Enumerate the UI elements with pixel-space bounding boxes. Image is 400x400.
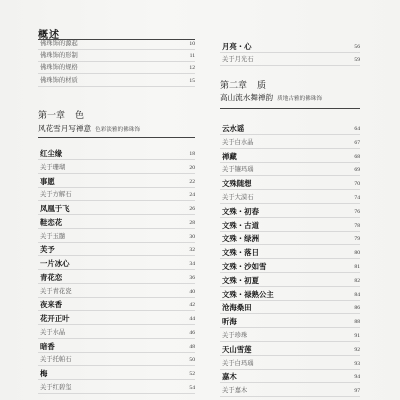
toc-entry[interactable]	[212, 192, 360, 204]
toc-entry-rule	[220, 313, 360, 314]
toc-entry[interactable]	[212, 247, 360, 259]
toc-entry-title: 花开正叶	[40, 314, 70, 323]
toc-entry-page: 84	[354, 291, 360, 298]
chapter2-rule	[220, 108, 360, 109]
toc-entry-page: 11	[189, 53, 195, 60]
toc-entry-title: 事愿	[40, 176, 55, 186]
toc-entry[interactable]	[212, 164, 360, 176]
toc-entry-page: 22	[189, 178, 195, 185]
toc-entry-title: 文殊・古道	[222, 220, 259, 230]
toc-entry-title: 禅藏	[222, 151, 237, 161]
toc-entry-rule	[220, 355, 360, 356]
toc-entry-title: 佛珠饰的源起	[40, 40, 78, 47]
toc-entry[interactable]	[212, 41, 360, 53]
toc-entry-page: 50	[189, 357, 195, 364]
toc-entry-page: 80	[354, 250, 360, 257]
chapter2-name: 质	[257, 81, 267, 91]
toc-entry-title: 关于青花瓷	[40, 287, 72, 295]
chapter1-rule	[38, 137, 195, 138]
toc-entry-title: 关于玉髓	[40, 232, 66, 240]
toc-entry-title: 关于珊瑚	[40, 163, 66, 171]
toc-entry-title: 关于白水晶	[222, 138, 254, 146]
chapter2-note: 质地古雅的佛珠饰	[277, 96, 322, 102]
toc-entry-rule	[220, 286, 360, 287]
toc-entry[interactable]	[30, 75, 195, 87]
toc-entry-page: 42	[189, 302, 195, 309]
toc-entry[interactable]	[212, 206, 360, 218]
toc-entry-page: 88	[354, 319, 360, 326]
chapter2-subtitle-line	[220, 92, 322, 103]
toc-entry-title: 文殊・初春	[222, 206, 259, 216]
toc-entry-title: 关于镶玛瑙	[222, 166, 254, 174]
toc-entry-page: 18	[189, 151, 195, 157]
chapter2-label: 第二章	[220, 81, 248, 91]
toc-entry-page: 46	[189, 329, 195, 336]
toc-entry-page: 44	[189, 316, 195, 322]
toc-entry-page: 76	[354, 208, 360, 215]
toc-entry-title: 关于月光石	[222, 55, 254, 63]
toc-entry-rule	[38, 379, 195, 380]
toc-entry-title: 鞋恋花	[40, 217, 63, 227]
toc-entry-title: 红尘缘	[40, 149, 63, 158]
toc-entry[interactable]	[30, 299, 195, 311]
toc-entry-title: 一片冰心	[40, 259, 70, 268]
toc-entry-page: 54	[189, 384, 195, 391]
toc-entry-page: 40	[189, 288, 195, 295]
toc-entry-rule	[38, 187, 195, 188]
chapter1-label: 第一章	[38, 111, 66, 121]
toc-entry[interactable]	[30, 189, 195, 201]
toc-entry[interactable]	[30, 313, 195, 325]
toc-entry[interactable]	[212, 220, 360, 232]
toc-entry[interactable]	[30, 62, 195, 74]
toc-entry-page: 94	[354, 374, 360, 381]
toc-entry[interactable]	[30, 327, 195, 339]
toc-entry-page: 81	[354, 264, 360, 270]
toc-entry-rule	[38, 173, 195, 174]
toc-entry-page: 36	[189, 274, 195, 281]
toc-entry-title: 凤凰于飞	[40, 204, 70, 213]
toc-entry-page: 28	[189, 219, 195, 226]
toc-entry[interactable]	[212, 275, 360, 287]
toc-entry-page: 20	[189, 164, 195, 171]
toc-entry[interactable]	[212, 289, 360, 301]
toc-entry-page: 92	[354, 346, 360, 353]
toc-entry-rule	[38, 310, 195, 311]
toc-entry[interactable]	[30, 382, 195, 394]
toc-entry-title: 沧海桑田	[222, 303, 252, 313]
chapter1-subtitle: 风花雪月写禅意	[38, 124, 92, 133]
toc-entry[interactable]	[212, 137, 360, 149]
toc-entry[interactable]	[212, 178, 360, 190]
toc-entry[interactable]	[212, 330, 360, 342]
toc-entry-page: 82	[354, 277, 360, 284]
toc-entry-page: 93	[354, 360, 360, 367]
toc-entry[interactable]	[212, 123, 360, 135]
toc-entry-page: 32	[189, 247, 195, 254]
toc-entry[interactable]	[30, 203, 195, 215]
toc-entry-page: 74	[354, 195, 360, 201]
toc-entry-title: 嘉木	[222, 372, 237, 382]
toc-entry-title: 云水谣	[222, 124, 245, 133]
toc-entry-page: 70	[354, 181, 360, 188]
toc-entry-rule	[38, 269, 195, 270]
toc-entry[interactable]	[212, 358, 360, 370]
toc-entry-page: 68	[354, 153, 360, 160]
toc-entry-rule	[38, 228, 195, 229]
toc-entry-title: 月亮・心	[222, 42, 252, 51]
toc-entry[interactable]	[30, 217, 195, 229]
toc-entry-page: 64	[354, 126, 360, 132]
toc-entry[interactable]	[30, 354, 195, 366]
toc-entry-rule	[38, 393, 195, 394]
toc-entry[interactable]	[212, 151, 360, 163]
toc-entry-title: 关于红碧玺	[40, 383, 72, 391]
toc-entry-rule	[38, 338, 195, 339]
toc-entry-rule	[220, 382, 360, 383]
toc-entry-rule	[38, 86, 195, 87]
toc-entry-title: 芙予	[40, 245, 55, 255]
toc-entry-title: 关于大漠石	[222, 194, 254, 201]
toc-entry-rule	[38, 159, 195, 160]
toc-entry-page: 34	[189, 261, 195, 267]
toc-entry-page: 86	[354, 305, 360, 312]
toc-entry-page: 67	[354, 139, 360, 146]
toc-entry[interactable]	[30, 258, 195, 270]
toc-entry-title: 佛珠饰的材质	[40, 76, 78, 84]
toc-entry-title: 文殊随想	[222, 179, 252, 189]
toc-entry-rule	[38, 214, 195, 215]
toc-entry-page: 15	[189, 77, 195, 84]
toc-entry-rule	[220, 203, 360, 204]
toc-entry-title: 暗香	[40, 341, 55, 351]
toc-entry[interactable]	[212, 233, 360, 245]
toc-entry[interactable]	[212, 54, 360, 66]
chapter1-subtitle-line	[38, 123, 140, 134]
toc-entry-page: 52	[189, 371, 195, 377]
toc-entry[interactable]	[30, 341, 195, 353]
toc-entry-rule	[38, 200, 195, 201]
toc-entry-page: 48	[189, 343, 195, 350]
toc-entry-page: 79	[354, 236, 360, 243]
toc-entry-title: 关于珍珠	[222, 332, 248, 339]
toc-entry-rule	[220, 231, 360, 232]
toc-entry[interactable]	[212, 344, 360, 356]
toc-entry-title: 文殊・沙如雪	[222, 262, 267, 271]
toc-entry-title: 佛珠饰的形制	[40, 52, 78, 60]
toc-entry-rule	[220, 162, 360, 163]
toc-entry-title: 关于白玛瑙	[222, 359, 254, 367]
toc-entry-rule	[38, 283, 195, 284]
toc-entry-rule	[38, 324, 195, 325]
overview-title: 概述	[38, 30, 60, 41]
toc-entry-rule	[38, 242, 195, 243]
toc-entry-page: 91	[354, 333, 360, 339]
toc-entry-page: 97	[354, 388, 360, 395]
toc-entry-rule	[38, 352, 195, 353]
toc-entry-rule	[38, 255, 195, 256]
toc-entry-rule	[220, 258, 360, 259]
chapter1-heading	[38, 108, 84, 121]
toc-entry-rule	[38, 297, 195, 298]
chapter1-name: 色	[75, 111, 85, 121]
toc-entry-rule	[220, 272, 360, 273]
toc-entry-title: 文殊・绿洲	[222, 234, 259, 244]
toc-entry[interactable]	[30, 231, 195, 243]
toc-entry-title: 文殊・禄熟公主	[222, 289, 274, 299]
toc-entry-title: 文殊・初夏	[222, 275, 259, 285]
toc-entry[interactable]	[212, 316, 360, 328]
toc-entry-rule	[220, 369, 360, 370]
toc-entry[interactable]	[30, 38, 195, 50]
toc-entry-rule	[38, 365, 195, 366]
toc-entry-rule	[220, 300, 360, 301]
toc-entry-title: 关于方解石	[40, 191, 72, 199]
toc-entry-title: 梅	[40, 369, 48, 378]
toc-entry[interactable]	[30, 50, 195, 62]
toc-entry-title: 听海	[222, 317, 237, 327]
toc-entry-rule	[220, 134, 360, 135]
toc-entry-page: 12	[189, 65, 195, 72]
toc-entry-title: 青花恋	[40, 272, 63, 282]
toc-entry-page: 30	[189, 233, 195, 240]
toc-entry-title: 文殊・落日	[222, 248, 259, 258]
toc-entry-page: 59	[354, 56, 360, 63]
toc-entry-rule	[220, 244, 360, 245]
toc-entry-rule	[220, 217, 360, 218]
toc-entry-rule	[220, 65, 360, 66]
toc-entry[interactable]	[212, 261, 360, 273]
chapter1-note: 色彩淡雅的佛珠饰	[95, 127, 140, 133]
toc-entry-title: 佛珠饰的规格	[40, 64, 78, 72]
toc-entry-title: 夜来香	[40, 300, 63, 310]
toc-entry[interactable]	[212, 385, 360, 397]
toc-entry-rule	[220, 175, 360, 176]
toc-entry-rule	[220, 396, 360, 397]
toc-entry-title: 天山雪莲	[222, 344, 252, 354]
toc-entry[interactable]	[30, 244, 195, 256]
chapter2-heading	[220, 78, 266, 91]
toc-entry[interactable]	[30, 176, 195, 188]
toc-entry-rule	[220, 148, 360, 149]
toc-entry-page: 56	[354, 44, 360, 50]
toc-entry[interactable]	[30, 148, 195, 160]
toc-entry-title: 关于嘉木	[222, 387, 248, 395]
toc-entry-rule	[220, 341, 360, 342]
toc-entry[interactable]	[212, 302, 360, 314]
toc-entry-page: 69	[354, 167, 360, 174]
toc-entry-page: 26	[189, 206, 195, 212]
toc-entry-page: 78	[354, 222, 360, 229]
toc-entry-page: 24	[189, 192, 195, 199]
toc-entry[interactable]	[30, 162, 195, 174]
toc-entry-page: 10	[189, 41, 195, 47]
toc-entry[interactable]	[212, 371, 360, 383]
toc-entry-rule	[220, 189, 360, 190]
toc-entry[interactable]	[30, 368, 195, 380]
chapter2-subtitle: 高山流水舞禅韵	[220, 93, 274, 102]
toc-entry[interactable]	[30, 286, 195, 298]
toc-entry-title: 关于水晶	[40, 328, 66, 336]
toc-entry[interactable]	[30, 272, 195, 284]
toc-entry-title: 关于托帕石	[40, 356, 72, 364]
toc-entry-rule	[220, 327, 360, 328]
